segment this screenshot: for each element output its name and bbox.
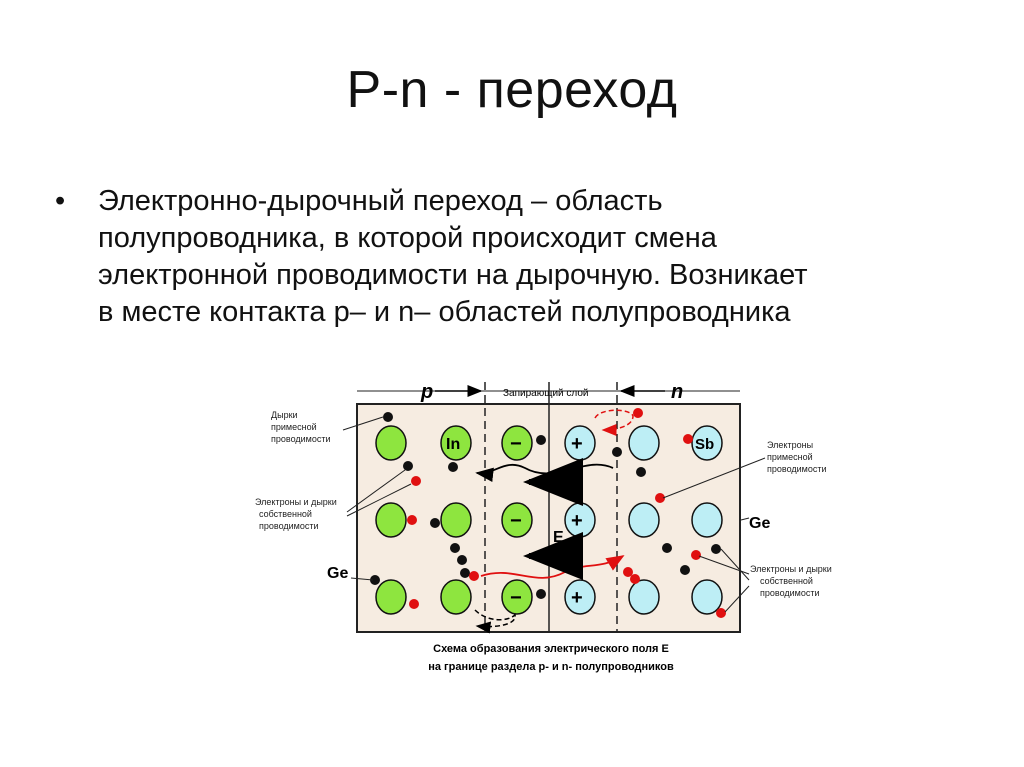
field-label: E xyxy=(553,529,564,546)
left-annotations xyxy=(255,410,337,531)
electron xyxy=(383,412,393,422)
bullet-marker: • xyxy=(55,185,66,217)
n-atom xyxy=(692,503,722,537)
caption-line-1: Схема образования электрического поля E xyxy=(433,643,669,655)
electron xyxy=(612,447,622,457)
caption-line-2: на границе раздела p- и n- полупроводников xyxy=(428,661,674,673)
impurity-holes-label: проводимости xyxy=(271,434,331,444)
electron xyxy=(536,589,546,599)
electron xyxy=(457,555,467,565)
minus-sign: − xyxy=(510,587,522,609)
electron xyxy=(448,462,458,472)
p-atom xyxy=(441,503,471,537)
minus-sign: − xyxy=(510,433,522,455)
bullet-text xyxy=(98,183,948,331)
hole xyxy=(633,408,643,418)
electron xyxy=(536,435,546,445)
n-atom xyxy=(629,503,659,537)
electron xyxy=(430,518,440,528)
impurity-electrons-label: примесной xyxy=(767,452,813,462)
electron xyxy=(680,565,690,575)
hole xyxy=(630,574,640,584)
intrinsic-right-label: Электроны и дырки xyxy=(750,564,832,574)
impurity-holes-label: примесной xyxy=(271,422,317,432)
bullet-line-1: Электронно-дырочный переход – область xyxy=(98,185,663,217)
hole xyxy=(407,515,417,525)
n-atom xyxy=(629,426,659,460)
bullet-line-2: полупроводника, в которой происходит смена xyxy=(98,222,717,254)
intrinsic-right-label: собственной xyxy=(760,576,813,586)
electron xyxy=(460,568,470,578)
plus-sign: + xyxy=(571,433,583,455)
intrinsic-left-label: проводимости xyxy=(259,521,319,531)
impurity-holes-label: Дырки xyxy=(271,410,298,420)
pn-junction-diagram xyxy=(255,360,875,690)
bullet-line-4: в месте контакта p– и n– областей полупроводника xyxy=(98,296,791,328)
depletion-layer-label: Запирающий слой xyxy=(503,388,589,399)
n-atom xyxy=(692,580,722,614)
p-atom xyxy=(441,580,471,614)
label-p: p xyxy=(421,381,434,403)
label-n: n xyxy=(671,381,684,403)
p-atom xyxy=(376,580,406,614)
electron xyxy=(636,467,646,477)
n-atom xyxy=(629,580,659,614)
slide-title: P-n - переход xyxy=(346,61,678,119)
minus-sign: − xyxy=(510,510,522,532)
plus-sign: + xyxy=(571,587,583,609)
plus-sign: + xyxy=(571,510,583,532)
ge-right-label: Ge xyxy=(749,515,771,532)
hole xyxy=(409,599,419,609)
electron xyxy=(403,461,413,471)
impurity-electrons-label: проводимости xyxy=(767,464,827,474)
electron xyxy=(711,544,721,554)
hole xyxy=(691,550,701,560)
intrinsic-right-label: проводимости xyxy=(760,588,820,598)
bullet-line-3: электронной проводимости на дырочную. Возникает xyxy=(98,259,808,291)
intrinsic-left-label: Электроны и дырки xyxy=(255,497,337,507)
p-atom xyxy=(376,426,406,460)
hole xyxy=(469,571,479,581)
electron xyxy=(450,543,460,553)
hole xyxy=(716,608,726,618)
p-atom xyxy=(376,503,406,537)
ge-left-label: Ge xyxy=(327,565,349,582)
hole xyxy=(683,434,693,444)
impurity-electrons-label: Электроны xyxy=(767,440,814,450)
antimony-label: Sb xyxy=(695,436,715,453)
indium-label: In xyxy=(446,436,461,453)
hole xyxy=(411,476,421,486)
electron xyxy=(662,543,672,553)
intrinsic-left-label: собственной xyxy=(259,509,312,519)
